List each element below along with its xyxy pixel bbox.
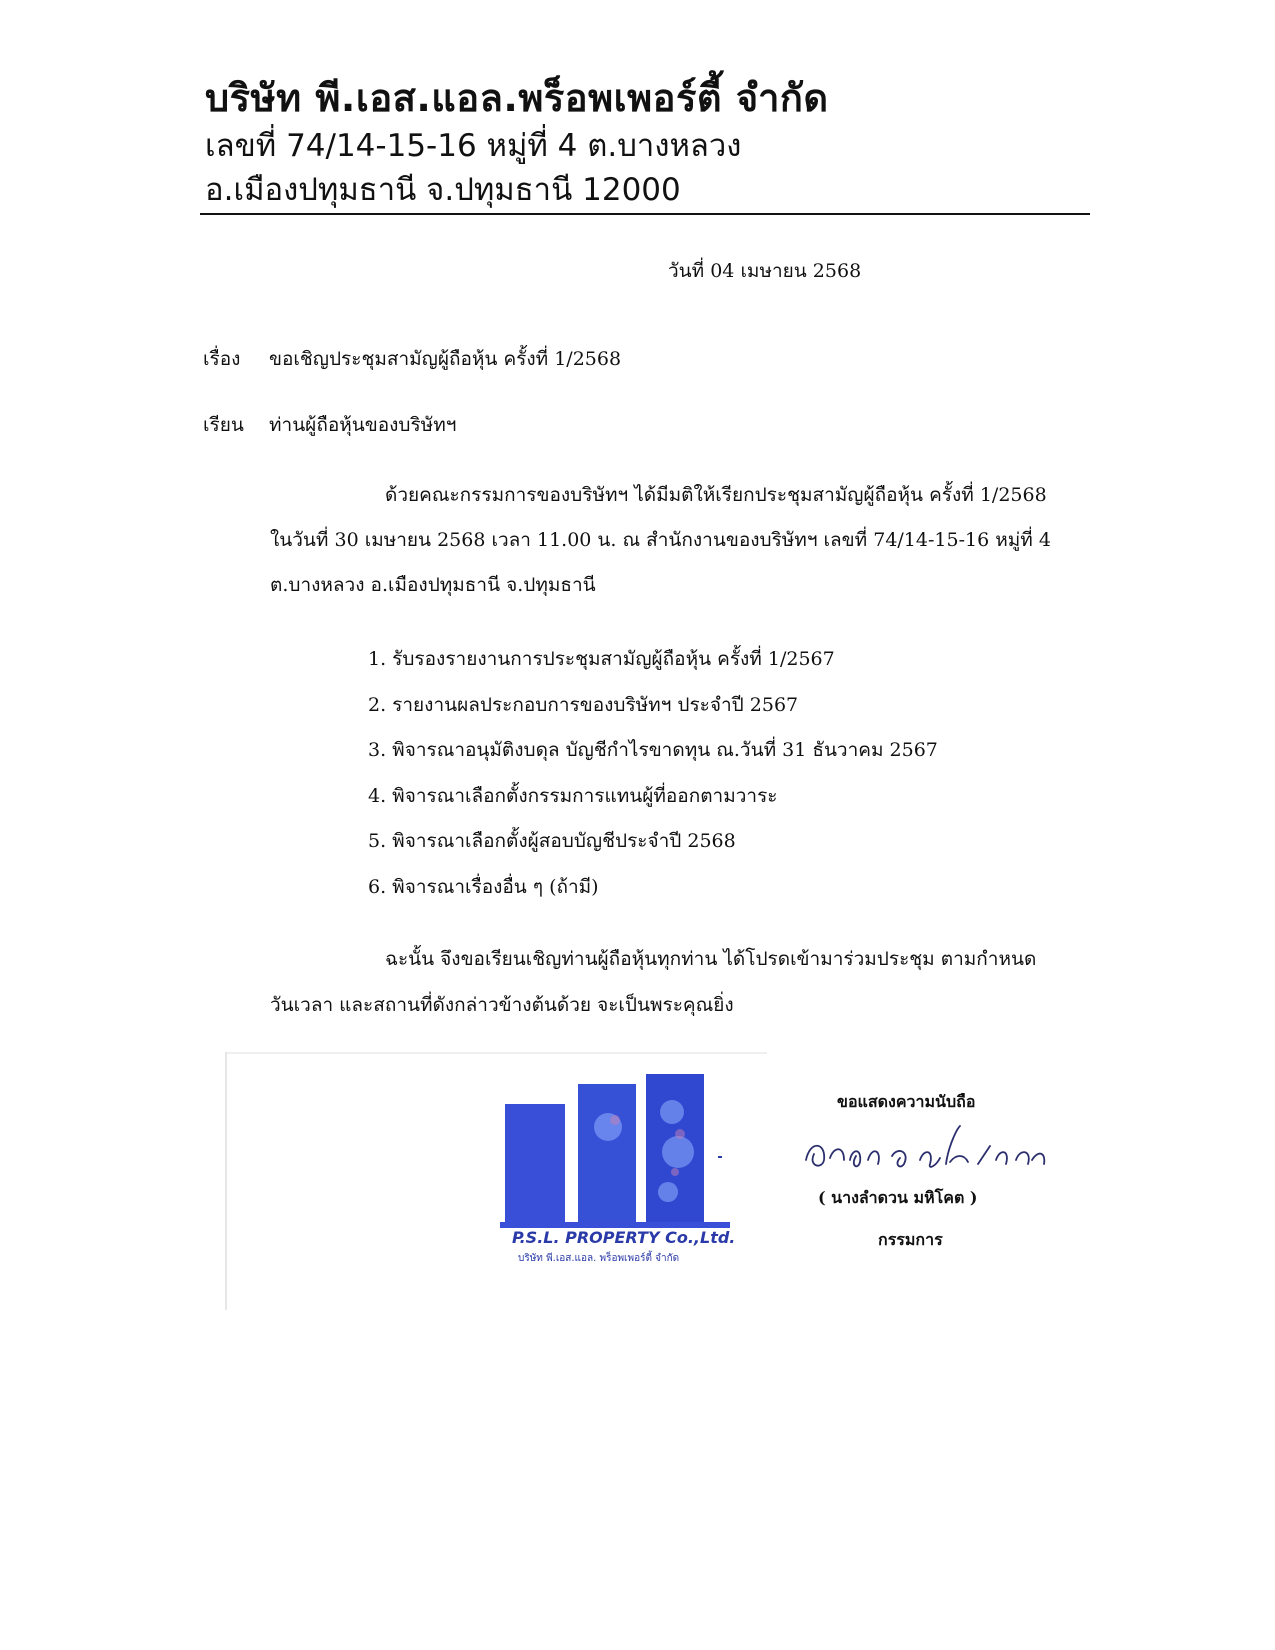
recipient-text: ท่านผู้ถือหุ้นของบริษัทฯ: [269, 414, 457, 436]
scan-edge: [227, 1052, 767, 1054]
agenda-item: 4. พิจารณาเลือกตั้งกรรมการแทนผู้ที่ออกตามวาระ: [368, 784, 778, 807]
intro-line-3: ต.บางหลวง อ.เมืองปทุมธานี จ.ปทุมธานี: [270, 574, 596, 596]
agenda-item: 2. รายงานผลประกอบการของบริษัทฯ ประจำปี 2567: [368, 693, 799, 716]
regards-text: ขอแสดงความนับถือ: [837, 1092, 976, 1111]
scan-edge: [225, 1052, 227, 1310]
logo-name-th: บริษัท พี.เอส.แอล. พร็อพเพอร์ตี้ จำกัด: [518, 1253, 680, 1264]
company-address-line-2: อ.เมืองปทุมธานี จ.ปทุมธานี 12000: [205, 172, 681, 208]
recipient-label: เรียน: [203, 414, 244, 436]
header-divider: [200, 213, 1090, 215]
company-address-line-1: เลขที่ 74/14-15-16 หมู่ที่ 4 ต.บางหลวง: [205, 128, 742, 164]
intro-line-1: ด้วยคณะกรรมการของบริษัทฯ ได้มีมติให้เรียกประชุมสามัญผู้ถือหุ้น ครั้งที่ 1/2568: [385, 484, 1047, 506]
subject-text: ขอเชิญประชุมสามัญผู้ถือหุ้น ครั้งที่ 1/2568: [269, 348, 622, 370]
agenda-item: 1. รับรองรายงานการประชุมสามัญผู้ถือหุ้น ครั้งที่ 1/2567: [368, 648, 835, 670]
handwritten-signature: [800, 1120, 1070, 1180]
agenda-list: [368, 644, 938, 917]
letter-date: วันที่ 04 เมษายน 2568: [668, 260, 862, 282]
agenda-item: 6. พิจารณาเรื่องอื่น ๆ (ถ้ามี): [368, 875, 599, 898]
subject-label: เรื่อง: [203, 348, 241, 370]
agenda-item: 5. พิจารณาเลือกตั้งผู้สอบบัญชีประจำปี 2568: [368, 830, 736, 852]
intro-line-2: ในวันที่ 30 เมษายน 2568 เวลา 11.00 น. ณ สำนักงานของบริษัทฯ เลขที่ 74/14-15-16 หมู่ที่ 4: [270, 529, 1051, 551]
closing-line-1: ฉะนั้น จึงขอเรียนเชิญท่านผู้ถือหุ้นทุกท่าน ได้โปรดเข้ามาร่วมประชุม ตามกำหนด: [385, 948, 1037, 970]
agenda-item: 3. พิจารณาอนุมัติงบดุล บัญชีกำไรขาดทุน ณ.วันที่ 31 ธันวาคม 2567: [368, 739, 938, 761]
signer-name: ( นางลำดวน มหิโคต ): [818, 1188, 978, 1207]
closing-line-2: วันเวลา และสถานที่ดังกล่าวข้างต้นด้วย จะเป็นพระคุณยิ่ง: [270, 994, 734, 1016]
signer-title: กรรมการ: [878, 1230, 943, 1249]
company-name: บริษัท พี.เอส.แอล.พร็อพเพอร์ตี้ จำกัด: [205, 76, 829, 120]
letterhead: [205, 72, 1105, 212]
logo-name-en: P.S.L. PROPERTY Co.,Ltd.: [512, 1228, 736, 1247]
